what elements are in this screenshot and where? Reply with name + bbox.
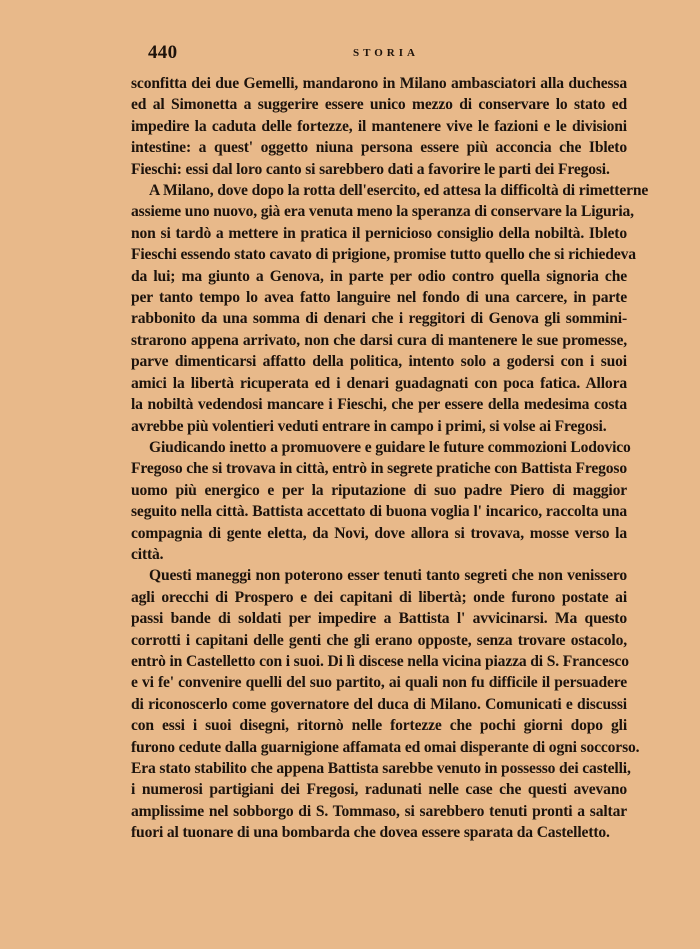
text-line: assieme uno nuovo, già era venuta meno la speranza di conservare la Liguria, <box>131 203 634 221</box>
text-line: impedire la caduta delle fortezze, il mantenere vive le fazioni e le divisioni <box>131 117 627 135</box>
text-line: di riconoscerlo come governatore del duca di Milano. Comunicati e discussi <box>131 695 627 713</box>
page-header <box>148 42 628 66</box>
text-line: Fieschi essendo stato cavato di prigione, promise tutto quello che si richiedeva <box>131 246 636 264</box>
text-line: la nobiltà vedendosi mancare i Fieschi, che per essere della medesima costa <box>131 396 627 414</box>
text-line: seguito nella città. Battista accettato di buona voglia l' incarico, raccolta una <box>131 503 627 521</box>
text-line: amplissime nel sobborgo di S. Tommaso, si sarebbero tenuti pronti a saltar <box>131 802 627 820</box>
text-line: non si tardò a mettere in pratica il pernicioso consiglio della nobiltà. Ibleto <box>131 224 627 242</box>
text-line: fuori al tuonare di una bombarda che dovea essere sparata da Castelletto. <box>131 824 610 842</box>
text-line: ed al Simonetta a suggerire essere unico mezzo di conservare lo stato ed <box>131 96 627 114</box>
text-line: compagnia di gente eletta, da Novi, dove allora si trovava, mosse verso la <box>131 524 627 542</box>
text-line: corrotti i capitani delle genti che gli erano opposte, senza trovare ostacolo, <box>131 631 627 649</box>
text-line: entrò in Castelletto con i suoi. Di lì discese nella vicina piazza di S. Francesco <box>131 652 629 670</box>
paragraph <box>131 565 640 843</box>
text-line: rabbonito da una somma di denari che i reggitori di Genova gli sommini- <box>131 310 627 328</box>
text-line: strarono appena arrivato, non che darsi cura di mantenere le sue promesse, <box>131 331 627 349</box>
paragraph <box>131 73 627 180</box>
text-line: sconfitta dei due Gemelli, mandarono in Milano ambasciatori alla duchessa <box>131 75 627 92</box>
text-line: passi bande di soldati per impedire a Battista l' avvicinarsi. Ma questo <box>131 610 627 628</box>
paragraph <box>131 180 649 437</box>
text-line: con essi i suoi disegni, ritornò nelle fortezze che pochi giorni dopo gli <box>131 717 627 735</box>
text-line: i numerosi partigiani dei Fregosi, radunati nelle case che questi avevano <box>131 781 627 799</box>
paragraph <box>131 437 631 565</box>
page-number: 440 <box>148 42 178 63</box>
text-line: Fregoso che si trovava in città, entrò in segrete pratiche con Battista Fregoso <box>131 460 627 478</box>
text-line: per tanto tempo lo avea fatto languire nel fondo di una carcere, in parte <box>131 289 627 307</box>
text-line: Fieschi: essi dal loro canto si sarebbero dati a favorire le parti dei Fregosi. <box>131 160 610 178</box>
text-line: Era stato stabilito che appena Battista sarebbe venuto in possesso dei castelli, <box>131 760 631 777</box>
text-line: da lui; ma giunto a Genova, in parte per odio contro quella signoria che <box>131 267 627 285</box>
text-line: amici la libertà ricuperata ed i denari guadagnati con poca fatica. Allora <box>131 374 627 392</box>
running-head: STORIA <box>353 47 419 59</box>
body-text <box>131 73 649 844</box>
text-line: A Milano, dove dopo la rotta dell'esercito, ed attesa la difficoltà di rimetterne <box>149 182 649 200</box>
text-line: e vi fe' convenire quelli del suo partito, ai quali non fu difficile il persuadere <box>131 674 627 692</box>
text-line: uomo più energico e per la riputazione di suo padre Piero di maggior <box>131 481 627 499</box>
text-line: Giudicando inetto a promuovere e guidare le future commozioni Lodovico <box>149 438 631 456</box>
text-line: parve dimenticarsi affatto della politica, intento solo a godersi con i suoi <box>131 353 627 371</box>
text-line: agli orecchi di Prospero e dei capitani di libertà; onde furono postate ai <box>131 588 627 606</box>
text-line: Questi maneggi non poterono esser tenuti tanto segreti che non venissero <box>149 567 627 585</box>
text-line: avrebbe più volentieri veduti entrare in campo i primi, si volse ai Fregosi. <box>131 417 607 435</box>
text-line: città. <box>131 545 164 563</box>
text-line: intestine: a quest' oggetto niuna persona essere più acconcia che Ibleto <box>131 139 627 157</box>
text-line: furono cedute dalla guarnigione affamata ed omai disperante di ogni soccorso. <box>131 738 640 756</box>
